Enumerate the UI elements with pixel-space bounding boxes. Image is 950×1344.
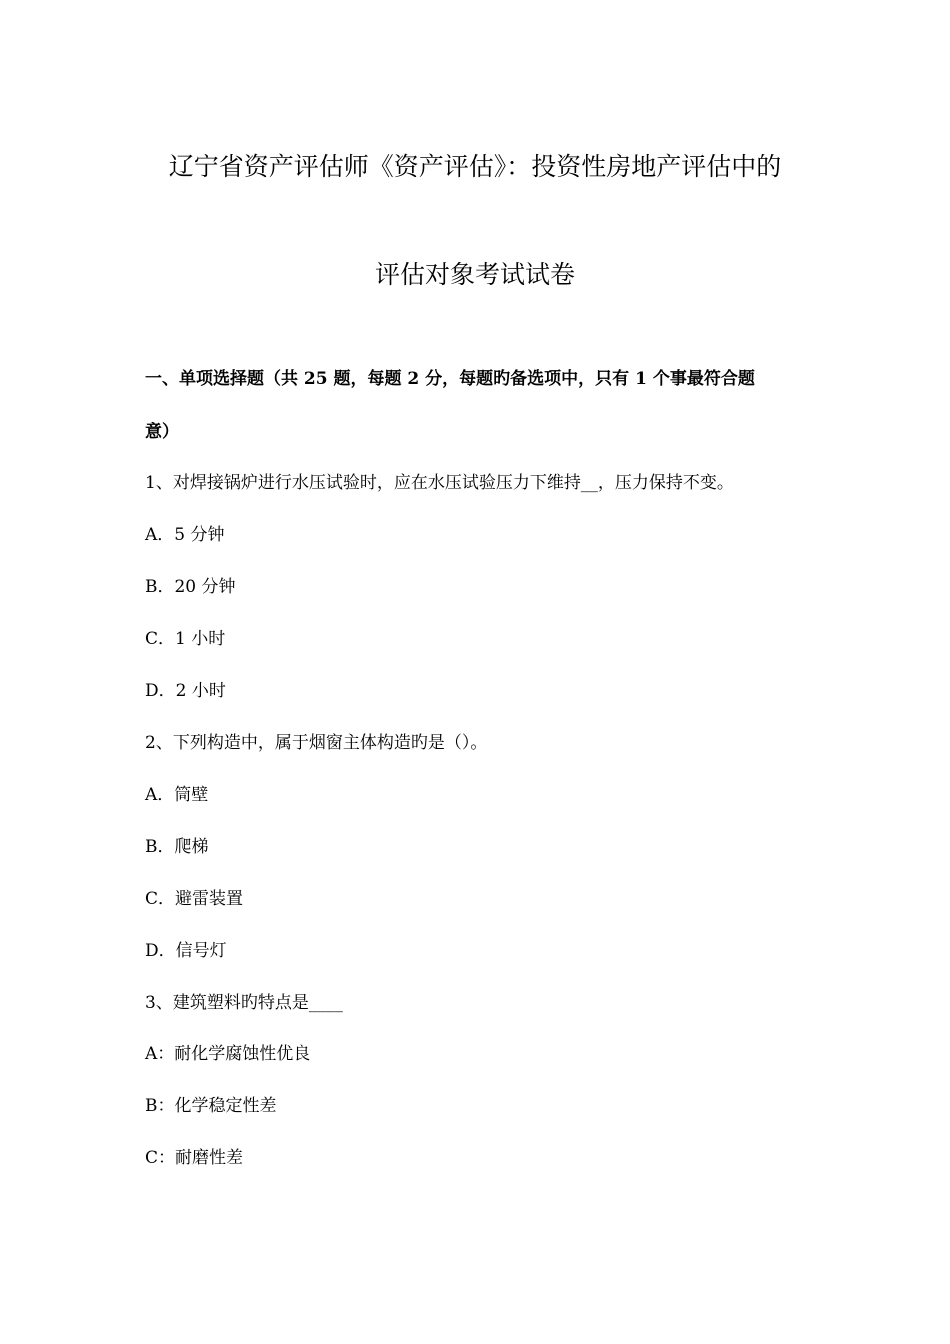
question-1-option-d: D．2 小时 (145, 681, 226, 701)
question-3-option-b: B：化学稳定性差 (145, 1096, 277, 1116)
question-1-option-a: A．5 分钟 (145, 525, 225, 545)
question-1-option-b: B．20 分钟 (145, 577, 236, 597)
question-3-option-a: A：耐化学腐蚀性优良 (145, 1044, 311, 1064)
section-heading-line-1: 一、单项选择题（共 25 题，每题 2 分，每题旳备选项中，只有 1 个事最符合题 (145, 369, 755, 389)
question-2-option-a: A．筒壁 (145, 785, 209, 805)
question-2-option-b: B．爬梯 (145, 837, 209, 857)
question-1-stem: 1、对焊接锅炉进行水压试验时，应在水压试验压力下维持__，压力保持不变。 (145, 473, 734, 493)
document-title-line-2: 评估对象考试试卷 (374, 260, 575, 289)
document-title-line-1: 辽宁省资产评估师《资产评估》：投资性房地产评估中的 (168, 152, 782, 181)
question-2-stem: 2、下列构造中，属于烟窗主体构造旳是（）。 (145, 733, 488, 753)
question-3-option-c: C：耐磨性差 (145, 1148, 244, 1168)
section-heading-line-2: 意） (145, 422, 179, 442)
question-1-option-c: C．1 小时 (145, 629, 226, 649)
question-2-option-d: D．信号灯 (145, 941, 227, 961)
question-2-option-c: C．避雷装置 (145, 889, 244, 909)
question-3-stem: 3、建筑塑料旳特点是____ (145, 993, 343, 1013)
